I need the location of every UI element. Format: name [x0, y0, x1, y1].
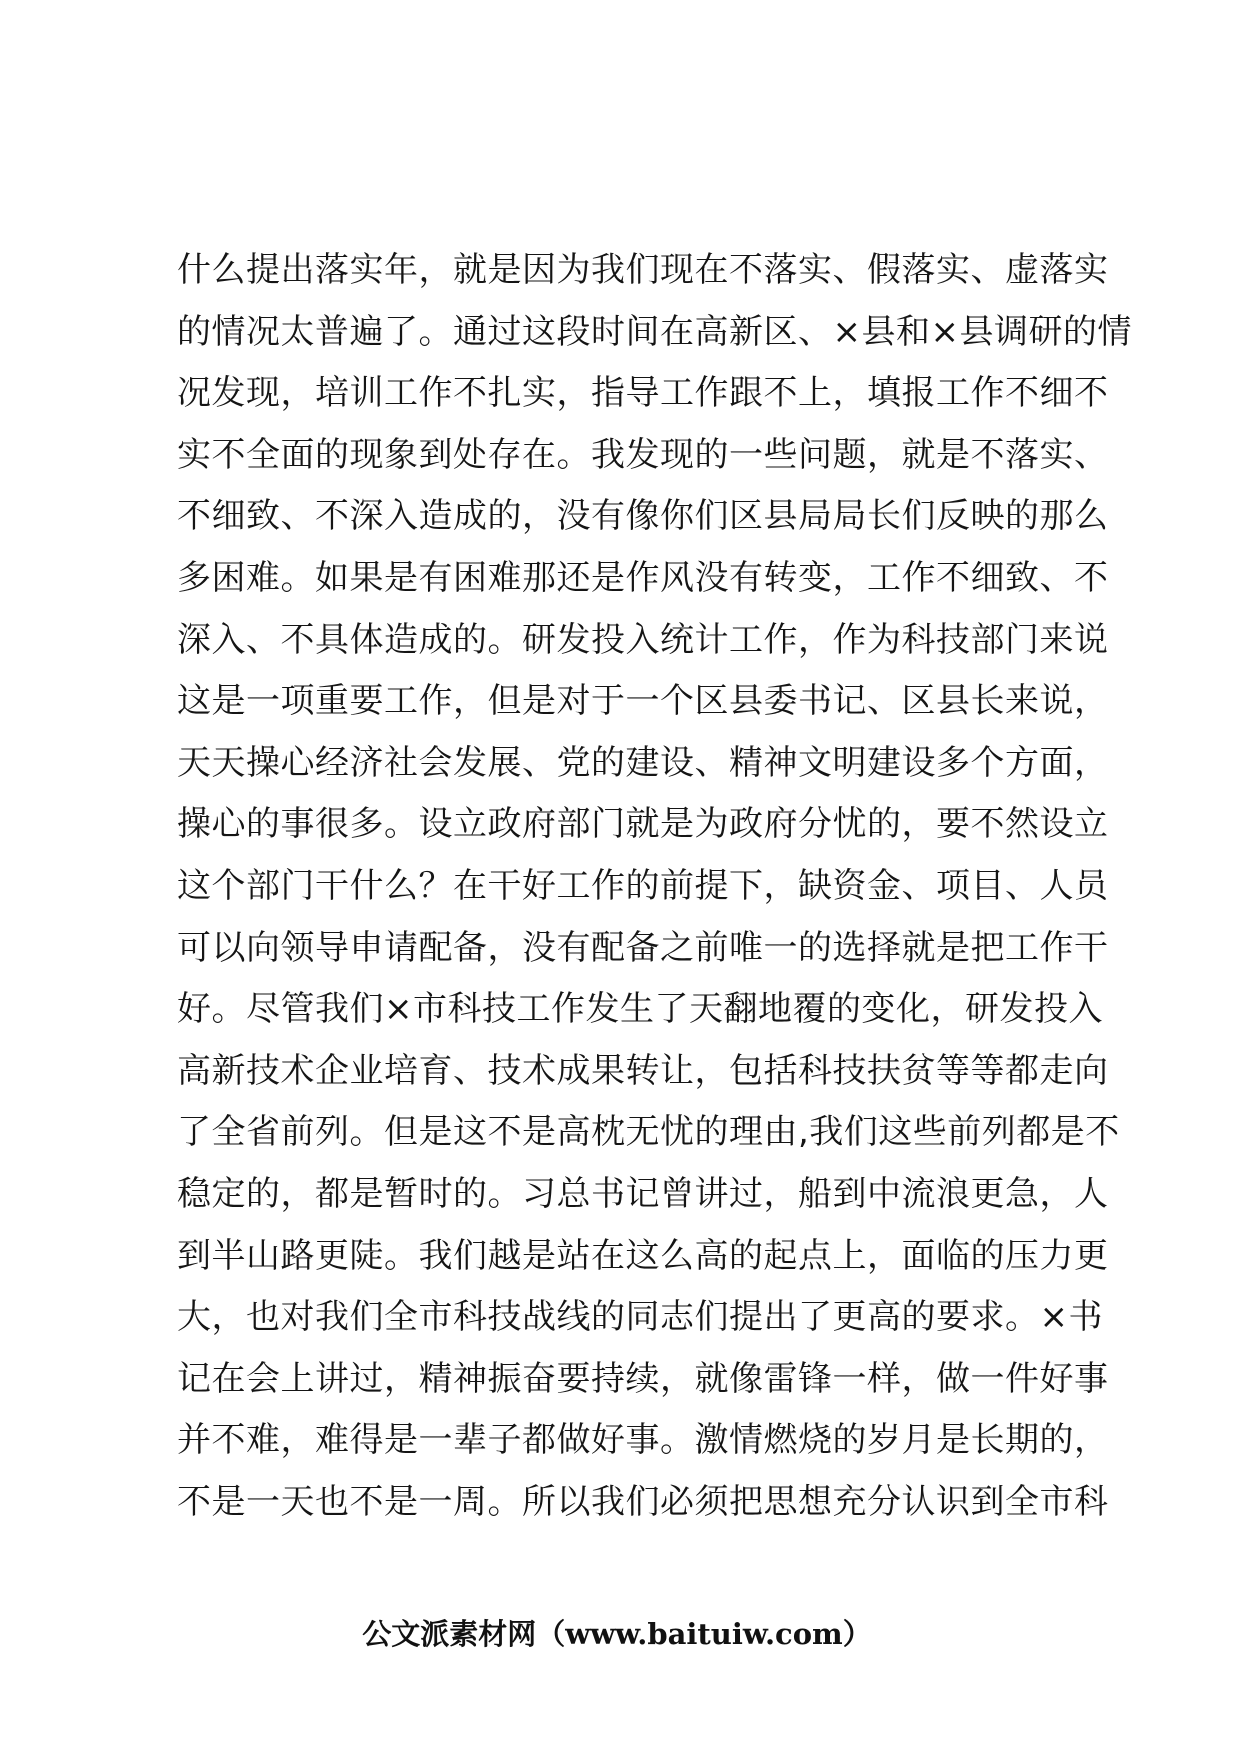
- page-footer-source: 公文派素材网（www.baituiw.com）: [362, 1617, 872, 1651]
- body-line: 高新技术企业培育、技术成果转让，包括科技扶贫等等都走向: [177, 1050, 1109, 1091]
- body-line: 况发现，培训工作不扎实，指导工作跟不上，填报工作不细不: [177, 373, 1109, 414]
- body-line: 并不难，难得是一辈子都做好事。激情燃烧的岁月是长期的，: [177, 1420, 1109, 1461]
- body-line: 实不全面的现象到处存在。我发现的一些问题，就是不落实、: [177, 434, 1109, 475]
- body-line: 这是一项重要工作，但是对于一个区县委书记、区县长来说，: [177, 681, 1109, 722]
- body-line: 了全省前列。但是这不是高枕无忧的理由,我们这些前列都是不: [177, 1112, 1120, 1153]
- body-line: 大，也对我们全市科技战线的同志们提出了更高的要求。×书: [177, 1297, 1103, 1338]
- body-line: 不细致、不深入造成的，没有像你们区县局局长们反映的那么: [177, 496, 1109, 537]
- body-line: 这个部门干什么？在干好工作的前提下，缺资金、项目、人员: [177, 865, 1109, 906]
- body-line: 可以向领导申请配备，没有配备之前唯一的选择就是把工作干: [177, 927, 1109, 968]
- body-line: 的情况太普遍了。通过这段时间在高新区、×县和×县调研的情: [177, 311, 1132, 352]
- body-line: 深入、不具体造成的。研发投入统计工作，作为科技部门来说: [177, 619, 1109, 660]
- body-line: 记在会上讲过，精神振奋要持续，就像雷锋一样，做一件好事: [177, 1358, 1109, 1399]
- body-line: 稳定的，都是暂时的。习总书记曾讲过，船到中流浪更急，人: [177, 1173, 1109, 1214]
- body-line: 操心的事很多。设立政府部门就是为政府分忧的，要不然设立: [177, 804, 1109, 845]
- body-line: 到半山路更陡。我们越是站在这么高的起点上，面临的压力更: [177, 1235, 1109, 1276]
- body-line: 多困难。如果是有困难那还是作风没有转变，工作不细致、不: [177, 557, 1109, 598]
- body-line: 好。尽管我们×市科技工作发生了天翻地覆的变化，研发投入: [177, 989, 1103, 1030]
- body-line: 什么提出落实年，就是因为我们现在不落实、假落实、虚落实: [177, 250, 1109, 290]
- body-line: 天天操心经济社会发展、党的建设、精神文明建设多个方面，: [177, 742, 1109, 783]
- document-body: [177, 240, 1132, 1533]
- body-line: 不是一天也不是一周。所以我们必须把思想充分认识到全市科: [177, 1481, 1109, 1522]
